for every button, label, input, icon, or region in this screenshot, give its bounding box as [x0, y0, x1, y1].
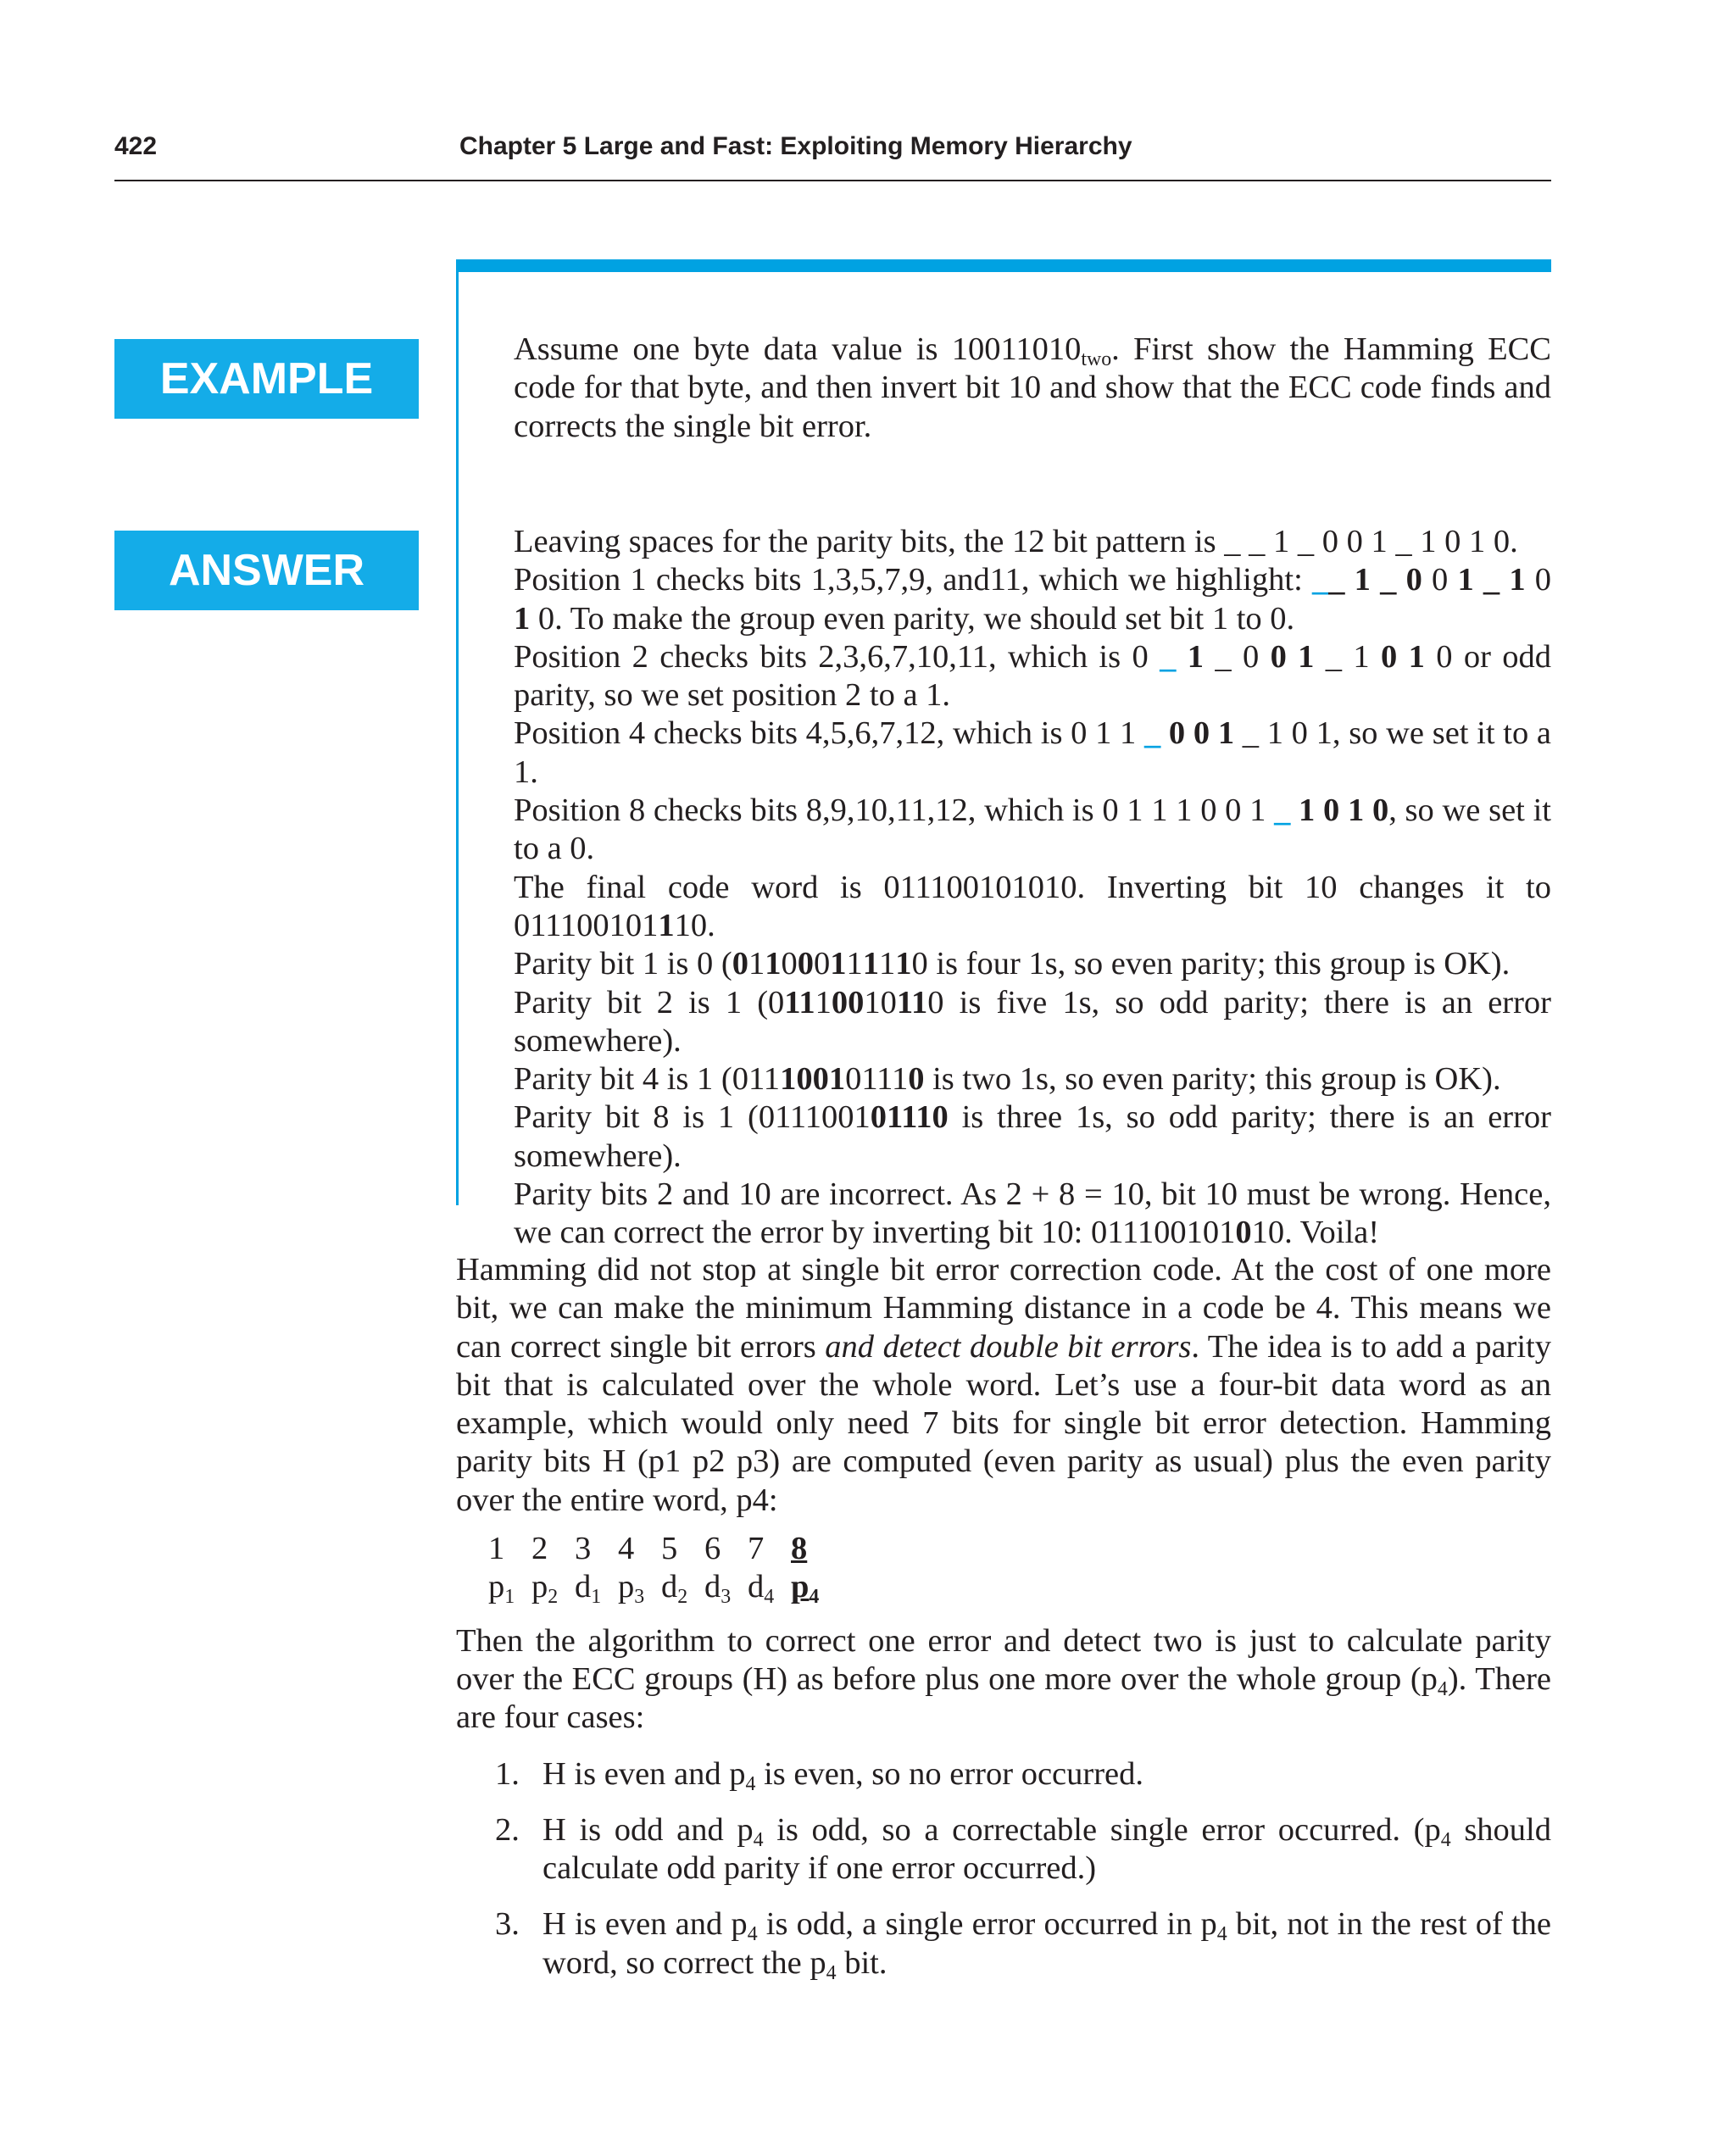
bit-number: 7 [748, 1531, 765, 1567]
example-box-left-bar [456, 259, 459, 1205]
body-paragraph-1: Hamming did not stop at single bit error correction code. At the cost of one more bit, we can make the minimum Hamming distance in a code be 4. This means we can correct single bit errors and detect double bit errors. The idea is to add a parity bit that is calculated over the whole word. Let’s use a four-bit data word as an example, which would only need 7 bits for single bit error detection. Hamming parity bits H (p1 p2 p3) are computed (even parity as usual) plus the even parity over the entire word, p4: [456, 1252, 1552, 1518]
answer-parity-bit-1: Parity bit 1 is 0 (011000111110 is four 1s, so even parity; this group is OK). [514, 946, 1511, 982]
answer-final-code-word: The final code word is 011100101010. Inverting bit 10 changes it to 011100101110. [514, 869, 1551, 943]
bit-name: $p_1$ [488, 1569, 515, 1609]
bit-number: 5 [661, 1531, 678, 1567]
answer-tag: ANSWER [114, 531, 419, 610]
answer-position-4: Position 4 checks bits 4,5,6,7,12, which is 0 1 1 _ 0 0 1 _ 1 0 1, so we set it to a 1. [514, 715, 1551, 790]
list-item: 1. H is even and $p_4$ is even, so no error occurred. [495, 1755, 1143, 1795]
page-number: 422 [114, 132, 158, 160]
bit-number: 1 [488, 1531, 505, 1567]
chapter-title: Chapter 5 Large and Fast: Exploiting Memory Hierarchy [459, 132, 1132, 160]
bit-name-overall-parity: $p_4$ [791, 1569, 820, 1609]
cases-list [456, 1755, 1551, 1983]
answer-position-2: Position 2 checks bits 2,3,6,7,10,11, which is 0 _ 1 _ 0 0 1 _ 1 0 1 0 or odd parity, so we set position 2 to a 1. [514, 638, 1552, 714]
answer-conclusion: Parity bits 2 and 10 are incorrect. As 2 + 8 = 10, bit 10 must be wrong. Hence, we can correct the error by inverting bit 10: 011100101010. Voila! [514, 1176, 1551, 1251]
bit-number: 3 [575, 1531, 592, 1567]
bit-name: $d_1$ [575, 1569, 602, 1609]
bit-number: 4 [618, 1531, 635, 1567]
bit-number: 2 [531, 1531, 548, 1567]
body-text [456, 1251, 1551, 1983]
bit-name: $d_4$ [748, 1569, 775, 1609]
example-text: Assume one byte data value is $10011010_{two}$. First show the Hamming ECC code for that byte, and then invert bit 10 and show that the ECC code finds and corrects the single bit error. [514, 331, 1551, 444]
bit-number-row [456, 1530, 1551, 1568]
answer-parity-bit-2: Parity bit 2 is 1 (01110010110 is five 1s, so odd parity; there is an error somewhere). [514, 984, 1551, 1059]
answer-position-8: Position 8 checks bits 8,9,10,11,12, which is 0 1 1 1 0 0 1 _ 1 0 1 0, so we set it to a 0. [514, 792, 1551, 867]
bit-name: $d_3$ [704, 1569, 732, 1609]
example-tag: EXAMPLE [114, 339, 419, 419]
example-box-top-bar [456, 259, 1551, 272]
bit-name: $p_3$ [618, 1569, 645, 1609]
answer-line-pattern: Leaving spaces for the parity bits, the 12 bit pattern is _ _ 1 _ 0 0 1 _ 1 0 1 0. [514, 524, 1518, 559]
answer-parity-bit-4: Parity bit 4 is 1 (011100101110 is two 1s, so even parity; this group is OK). [514, 1061, 1501, 1098]
answer-parity-bit-8: Parity bit 8 is 1 (011100101110 is three 1s, so odd parity; there is an error somewhere). [514, 1099, 1551, 1174]
bit-name: $d_2$ [661, 1569, 688, 1609]
list-item: 2. H is odd and $p_4$ is odd, so a correctable single error occurred. ($p_4$ should calculate odd parity if one error occurred.) [495, 1811, 1552, 1887]
answer-text [514, 523, 1551, 1253]
answer-position-1: Position 1 checks bits 1,3,5,7,9, and11, which we highlight: __ 1 _ 0 0 1 _ 1 0 1 0. To make the group even parity, we should set bit 1 to 0. [514, 562, 1552, 637]
body-paragraph-2: Then the algorithm to correct one error and detect two is just to calculate parity over the ECC groups (H) as before plus one more over the whole group $(p_4)$. There are four cases: [456, 1622, 1551, 1736]
bit-name: $p_2$ [531, 1569, 559, 1609]
bit-number-overall-parity: 8 [791, 1531, 808, 1567]
header-rule [114, 180, 1551, 181]
list-item: 3. H is even and $p_4$ is odd, a single error occurred in $p_4$ bit, not in the rest of the word, so correct the $p_4$ bit. [495, 1906, 1552, 1984]
bit-number: 6 [704, 1531, 721, 1567]
bit-name-row [456, 1568, 1551, 1609]
